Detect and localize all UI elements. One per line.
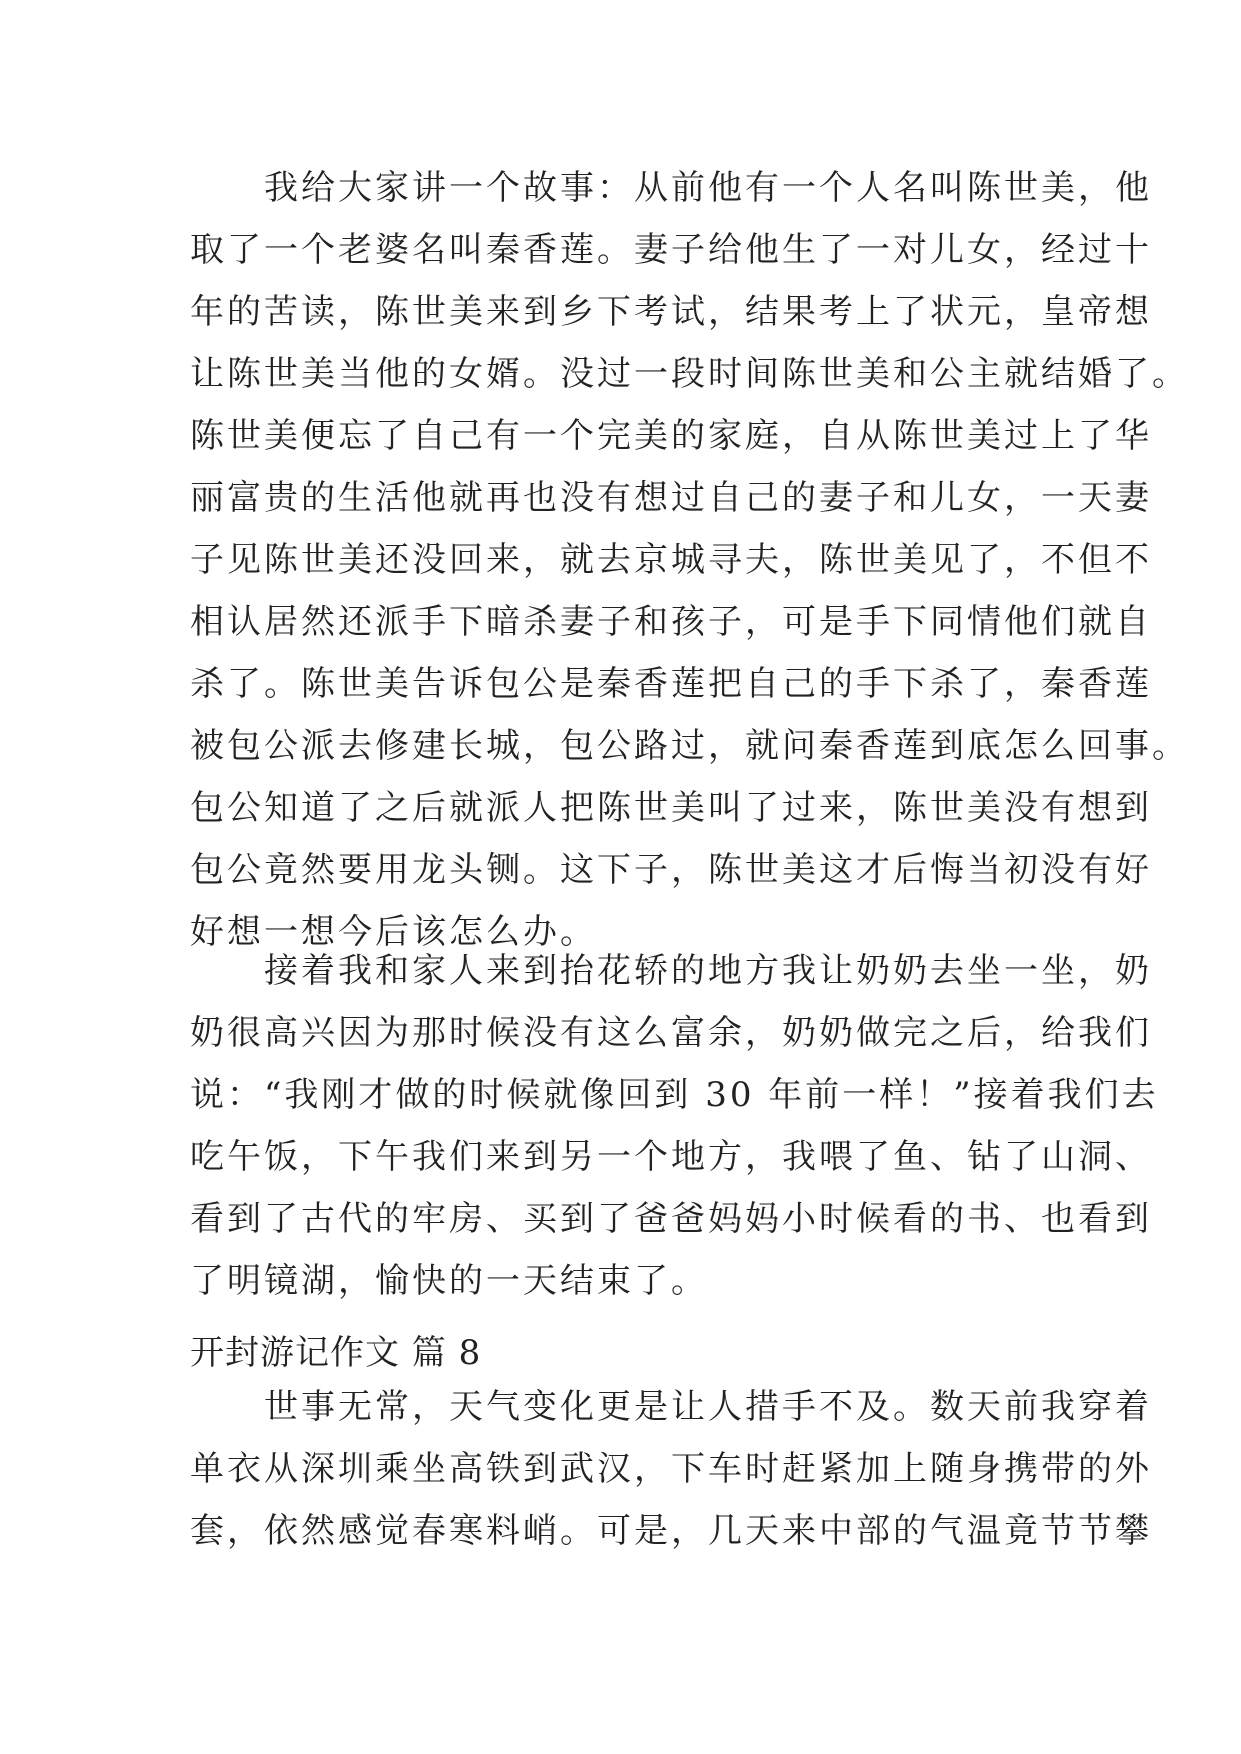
text-line: 单衣从深圳乘坐高铁到武汉，下车时赶紧加上随身携带的外 bbox=[190, 1449, 1152, 1489]
text-line: 我给大家讲一个故事：从前他有一个人名叫陈世美，他 bbox=[190, 168, 1152, 208]
text-line: 包公竟然要用龙头铡。这下子，陈世美这才后悔当初没有好 bbox=[190, 850, 1152, 890]
text-line: 陈世美便忘了自己有一个完美的家庭，自从陈世美过上了华 bbox=[190, 416, 1152, 456]
paragraph-grandma bbox=[190, 940, 1159, 1312]
text-line: 了明镜湖，愉快的一天结束了。 bbox=[190, 1261, 708, 1301]
text-line: 看到了古代的牢房、买到了爸爸妈妈小时候看的书、也看到 bbox=[190, 1199, 1152, 1239]
text-line: 说：“我刚才做的时候就像回到 30 年前一样！”接着我们去 bbox=[190, 1075, 1159, 1115]
text-line: 杀了。陈世美告诉包公是秦香莲把自己的手下杀了，秦香莲 bbox=[190, 664, 1152, 704]
text-line: 取了一个老婆名叫秦香莲。妻子给他生了一对儿女，经过十 bbox=[190, 230, 1152, 270]
text-line: 好想一想今后该怎么办。 bbox=[190, 912, 597, 952]
text-line: 包公知道了之后就派人把陈世美叫了过来，陈世美没有想到 bbox=[190, 788, 1152, 828]
text-line: 奶很高兴因为那时候没有这么富余，奶奶做完之后，给我们 bbox=[190, 1013, 1152, 1053]
text-line: 吃午饭，下午我们来到另一个地方，我喂了鱼、钻了山洞、 bbox=[190, 1137, 1152, 1177]
paragraph-weather bbox=[190, 1376, 1152, 1562]
text-line: 子见陈世美还没回来，就去京城寻夫，陈世美见了，不但不 bbox=[190, 540, 1152, 580]
text-line: 相认居然还派手下暗杀妻子和孩子，可是手下同情他们就自 bbox=[190, 602, 1152, 642]
text-line: 世事无常，天气变化更是让人措手不及。数天前我穿着 bbox=[190, 1387, 1152, 1427]
paragraph-story bbox=[190, 157, 1189, 963]
text-line: 年的苦读，陈世美来到乡下考试，结果考上了状元，皇帝想 bbox=[190, 292, 1152, 332]
text-line: 接着我和家人来到抬花轿的地方我让奶奶去坐一坐，奶 bbox=[190, 951, 1152, 991]
text-line: 套，依然感觉春寒料峭。可是，几天来中部的气温竟节节攀 bbox=[190, 1511, 1152, 1551]
heading-text: 开封游记作文 篇 8 bbox=[190, 1333, 482, 1373]
text-line: 被包公派去修建长城，包公路过，就问秦香莲到底怎么回事。 bbox=[190, 726, 1189, 766]
text-line: 丽富贵的生活他就再也没有想过自己的妻子和儿女，一天妻 bbox=[190, 478, 1152, 518]
text-line: 让陈世美当他的女婿。没过一段时间陈世美和公主就结婚了。 bbox=[190, 354, 1189, 394]
section-heading bbox=[190, 1322, 1060, 1384]
